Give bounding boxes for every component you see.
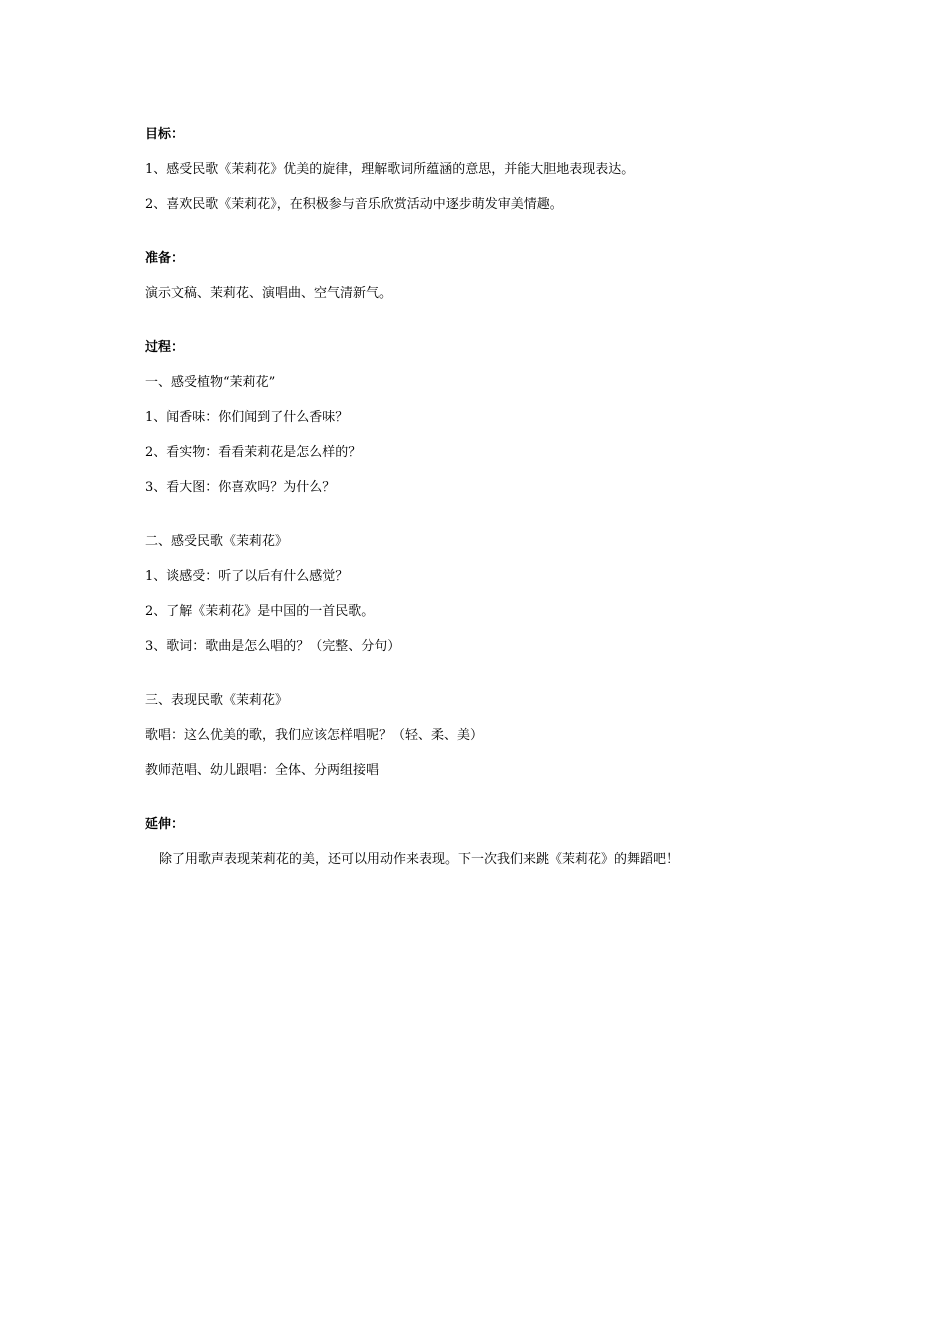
process-step: 1、闻香味：你们闻到了什么香味？ — [145, 410, 349, 425]
process-step: 歌唱：这么优美的歌，我们应该怎样唱呢？（轻、柔、美） — [145, 728, 484, 743]
process-section-title: 三、表现民歌《茉莉花》 — [145, 693, 289, 708]
goal-item: 1、感受民歌《茉莉花》优美的旋律，理解歌词所蕴涵的意思，并能大胆地表现表达。 — [145, 162, 635, 177]
prep-text: 演示文稿、茉莉花、演唱曲、空气清新气。 — [145, 286, 393, 301]
process-section-title: 二、感受民歌《茉莉花》 — [145, 534, 289, 549]
process-step: 教师范唱、幼儿跟唱：全体、分两组接唱 — [145, 763, 380, 778]
goals-heading: 目标： — [145, 127, 185, 142]
process-heading: 过程： — [145, 340, 185, 355]
process-step: 2、了解《茉莉花》是中国的一首民歌。 — [145, 604, 375, 619]
extension-text: 除了用歌声表现茉莉花的美，还可以用动作来表现。下一次我们来跳《茉莉花》的舞蹈吧！ — [159, 852, 680, 867]
prep-heading: 准备： — [145, 251, 185, 266]
process-section-title: 一、感受植物“茉莉花” — [145, 375, 276, 390]
process-step: 3、看大图：你喜欢吗？为什么？ — [145, 480, 336, 495]
process-step: 1、谈感受：听了以后有什么感觉？ — [145, 569, 349, 584]
process-step: 3、歌词：歌曲是怎么唱的？（完整、分句） — [145, 639, 401, 654]
extension-heading: 延伸： — [145, 817, 185, 832]
goal-item: 2、喜欢民歌《茉莉花》，在积极参与音乐欣赏活动中逐步萌发审美情趣。 — [145, 197, 563, 212]
process-step: 2、看实物：看看茉莉花是怎么样的？ — [145, 445, 362, 460]
document-body — [145, 125, 845, 885]
